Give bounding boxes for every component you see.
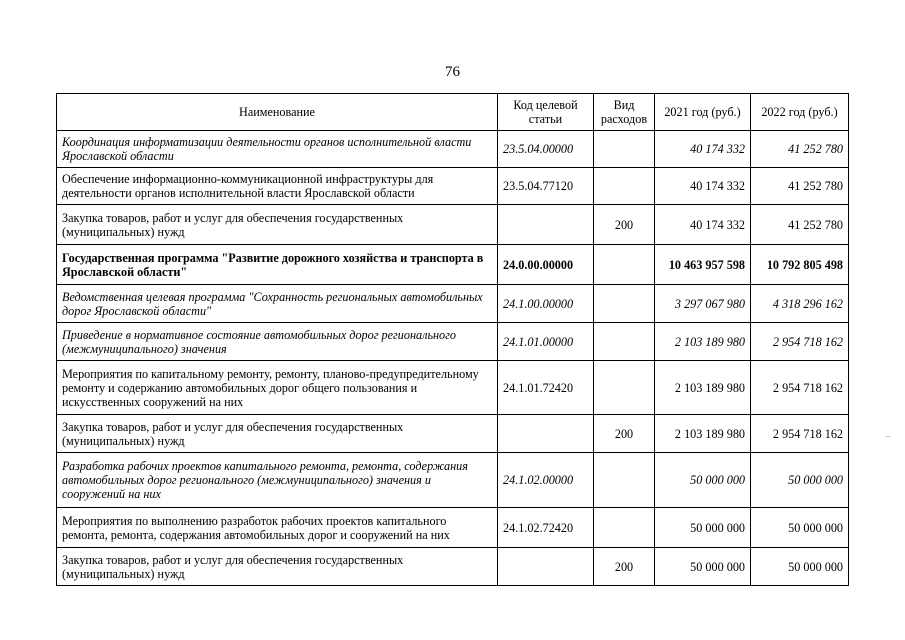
row-code	[498, 548, 594, 586]
row-2022: 50 000 000	[751, 508, 849, 548]
row-2022: 41 252 780	[751, 168, 849, 205]
row-2021: 40 174 332	[655, 168, 751, 205]
row-2022: 41 252 780	[751, 131, 849, 168]
header-name: Наименование	[57, 94, 498, 131]
row-expense-type: 200	[594, 205, 655, 245]
table-row	[57, 508, 849, 548]
table-row	[57, 548, 849, 586]
row-name: Мероприятия по капитальному ремонту, ремонту, планово-предупредительному ремонту и содержанию автомобильных дорог общего пользования и искусственных сооружений на них	[57, 361, 498, 415]
table-row	[57, 323, 849, 361]
row-expense-type	[594, 285, 655, 323]
row-name: Закупка товаров, работ и услуг для обеспечения государственных (муниципальных) нужд	[57, 548, 498, 586]
row-name: Обеспечение информационно-коммуникационной инфраструктуры для деятельности органов исполнительной власти Ярославской области	[57, 168, 498, 205]
table-header-row	[57, 94, 849, 131]
table-row	[57, 285, 849, 323]
row-2022: 41 252 780	[751, 205, 849, 245]
row-2021: 50 000 000	[655, 548, 751, 586]
row-code: 24.0.00.00000	[498, 245, 594, 285]
row-code: 24.1.01.00000	[498, 323, 594, 361]
table-row	[57, 415, 849, 453]
row-2021: 40 174 332	[655, 131, 751, 168]
row-expense-type	[594, 168, 655, 205]
row-name: Ведомственная целевая программа "Сохранность региональных автомобильных дорог Ярославской области"	[57, 285, 498, 323]
row-code: 23.5.04.77120	[498, 168, 594, 205]
row-name: Координация информатизации деятельности органов исполнительной власти Ярославской области	[57, 131, 498, 168]
row-expense-type	[594, 323, 655, 361]
row-2021: 10 463 957 598	[655, 245, 751, 285]
row-2021: 50 000 000	[655, 508, 751, 548]
row-2022: 10 792 805 498	[751, 245, 849, 285]
row-2022: 2 954 718 162	[751, 323, 849, 361]
table-row	[57, 168, 849, 205]
row-expense-type	[594, 245, 655, 285]
header-2021: 2021 год (руб.)	[655, 94, 751, 131]
budget-table	[56, 93, 849, 586]
row-2022: 4 318 296 162	[751, 285, 849, 323]
header-code: Код целевой статьи	[498, 94, 594, 131]
row-expense-type	[594, 131, 655, 168]
row-code	[498, 205, 594, 245]
row-code	[498, 415, 594, 453]
row-2022: 2 954 718 162	[751, 415, 849, 453]
row-2022: 50 000 000	[751, 548, 849, 586]
row-expense-type: 200	[594, 415, 655, 453]
row-name: Разработка рабочих проектов капитального ремонта, ремонта, содержания автомобильных дорог регионального (межмуниципального) значения и сооружений на них	[57, 453, 498, 508]
row-2022: 2 954 718 162	[751, 361, 849, 415]
row-2021: 2 103 189 980	[655, 415, 751, 453]
row-code: 24.1.02.00000	[498, 453, 594, 508]
row-name: Государственная программа "Развитие дорожного хозяйства и транспорта в Ярославской области"	[57, 245, 498, 285]
row-code: 24.1.01.72420	[498, 361, 594, 415]
row-name: Закупка товаров, работ и услуг для обеспечения государственных (муниципальных) нужд	[57, 205, 498, 245]
row-expense-type: 200	[594, 548, 655, 586]
row-code: 24.1.00.00000	[498, 285, 594, 323]
row-name: Приведение в нормативное состояние автомобильных дорог регионального (межмуниципального) значения	[57, 323, 498, 361]
scan-mark	[886, 436, 890, 437]
row-code: 24.1.02.72420	[498, 508, 594, 548]
table-row	[57, 205, 849, 245]
table-row	[57, 453, 849, 508]
row-2021: 40 174 332	[655, 205, 751, 245]
row-expense-type	[594, 361, 655, 415]
row-code: 23.5.04.00000	[498, 131, 594, 168]
table-row	[57, 245, 849, 285]
row-name: Мероприятия по выполнению разработок рабочих проектов капитального ремонта, ремонта, содержания автомобильных дорог и сооружений на них	[57, 508, 498, 548]
row-2021: 3 297 067 980	[655, 285, 751, 323]
table-row	[57, 361, 849, 415]
table-row	[57, 131, 849, 168]
header-2022: 2022 год (руб.)	[751, 94, 849, 131]
row-2021: 50 000 000	[655, 453, 751, 508]
row-2022: 50 000 000	[751, 453, 849, 508]
header-expense-type: Вид расходов	[594, 94, 655, 131]
page-number: 76	[445, 64, 460, 80]
row-expense-type	[594, 508, 655, 548]
row-name: Закупка товаров, работ и услуг для обеспечения государственных (муниципальных) нужд	[57, 415, 498, 453]
row-2021: 2 103 189 980	[655, 361, 751, 415]
row-2021: 2 103 189 980	[655, 323, 751, 361]
row-expense-type	[594, 453, 655, 508]
